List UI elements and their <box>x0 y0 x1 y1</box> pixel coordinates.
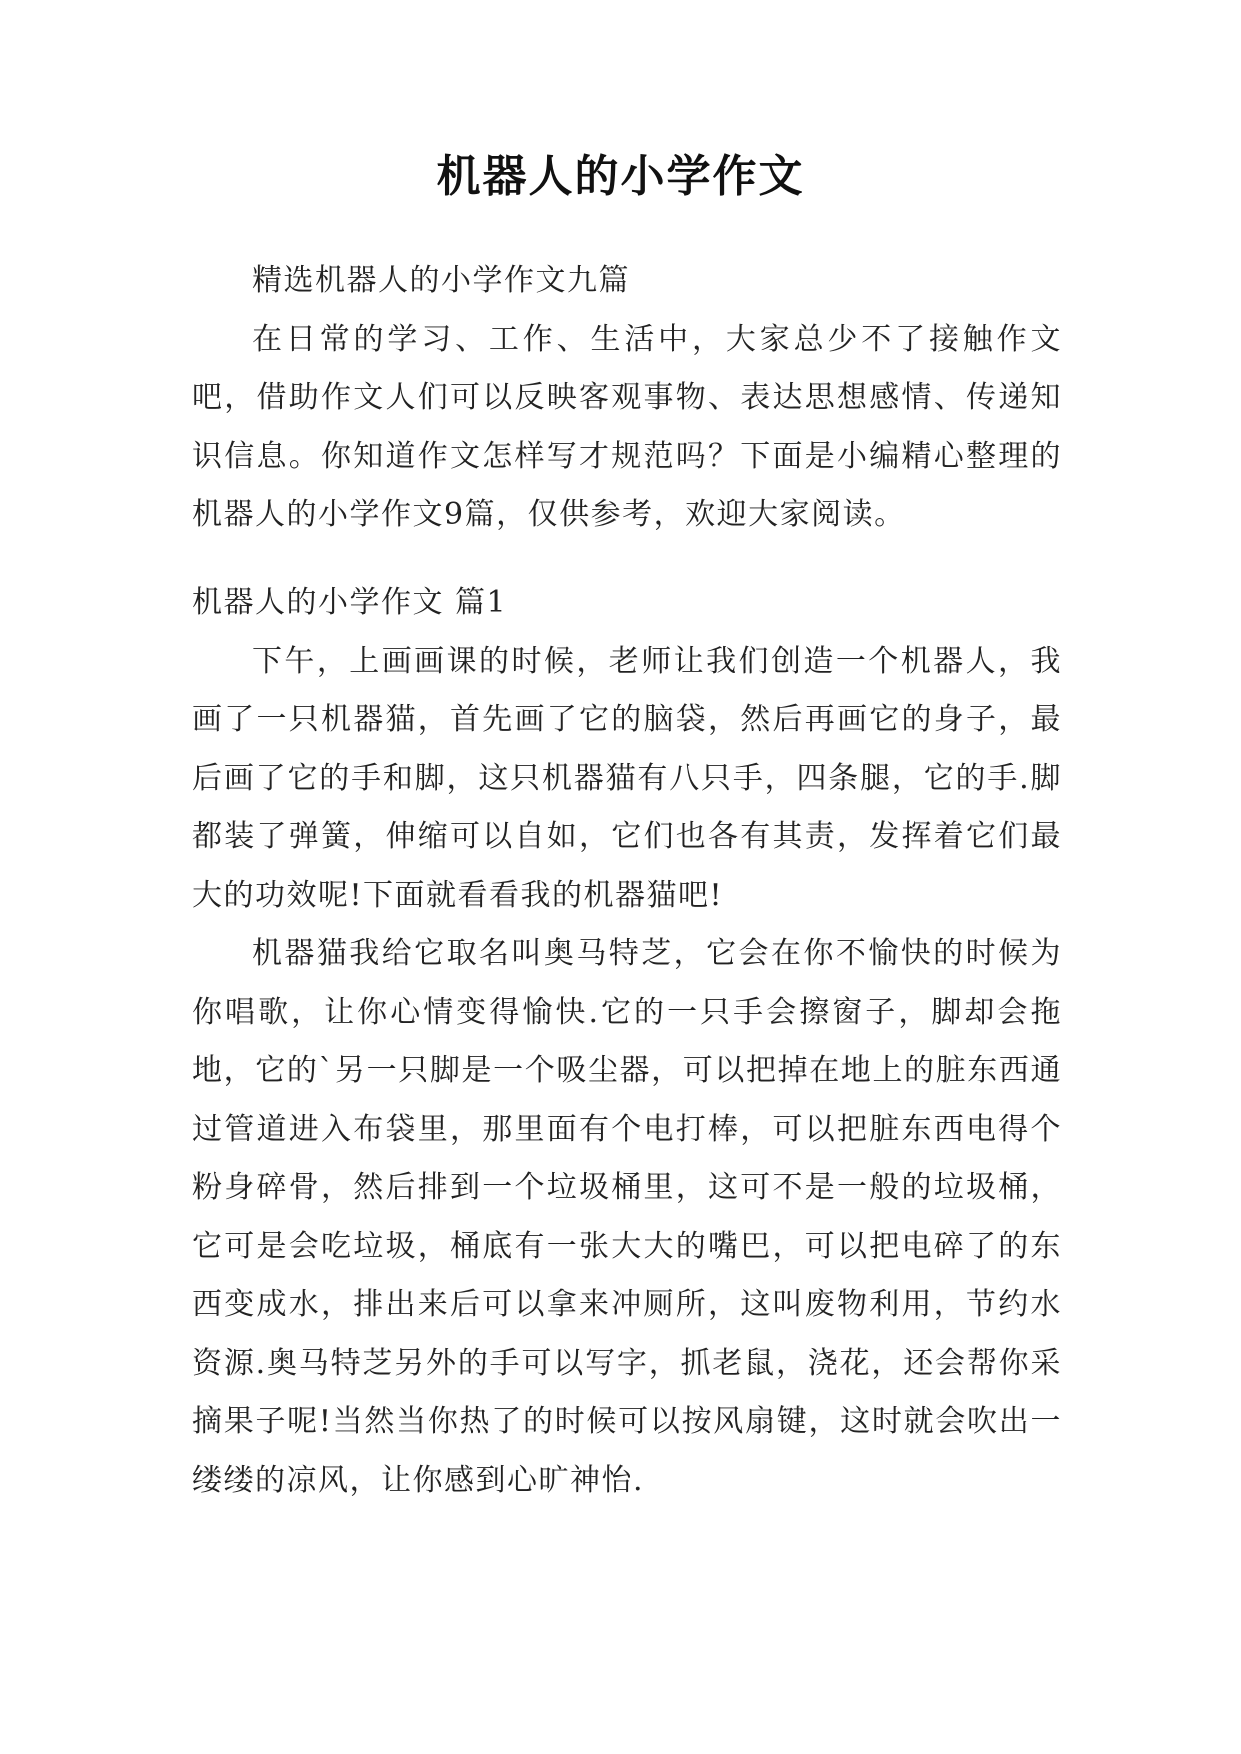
body-paragraph-1: 下午，上画画课的时候，老师让我们创造一个机器人，我画了一只机器猫，首先画了它的脑袋，然后再画它的身子，最后画了它的手和脚，这只机器猫有八只手，四条腿，它的手.脚都装了弹簧，伸缩可以自如，它们也各有其责，发挥着它们最大的功效呢!下面就看看我的机器猫吧! <box>192 643 1062 913</box>
intro-block <box>192 252 1062 545</box>
document-subtitle: 精选机器人的小学作文九篇 <box>252 263 630 298</box>
intro-paragraph: 在日常的学习、工作、生活中，大家总少不了接触作文吧，借助作文人们可以反映客观事物、表达思想感情、传递知识信息。你知道作文怎样写才规范吗？下面是小编精心整理的机器人的小学作文9篇，仅供参考，欢迎大家阅读。 <box>192 321 1062 532</box>
document-title: 机器人的小学作文 <box>436 151 805 202</box>
body-paragraph-2: 机器猫我给它取名叫奥马特芝，它会在你不愉快的时候为你唱歌，让你心情变得愉快.它的一只手会擦窗子，脚却会拖地，它的`另一只脚是一个吸尘器，可以把掉在地上的脏东西通过管道进入布袋里，那里面有个电打棒，可以把脏东西电得个粉身碎骨，然后排到一个垃圾桶里，这可不是一般的垃圾桶，它可是会吃垃圾，桶底有一张大大的嘴巴，可以把电碎了的东西变成水，排出来后可以拿来冲厕所，这叫废物利用，节约水资源.奥马特芝另外的手可以写字，抓老鼠，浇花，还会帮你采摘果子呢!当然当你热了的时候可以按风扇键，这时就会吹出一缕缕的凉风，让你感到心旷神怡. <box>192 936 1062 1498</box>
section-heading: 机器人的小学作文 篇1 <box>192 585 508 620</box>
section-1 <box>192 574 1062 1510</box>
